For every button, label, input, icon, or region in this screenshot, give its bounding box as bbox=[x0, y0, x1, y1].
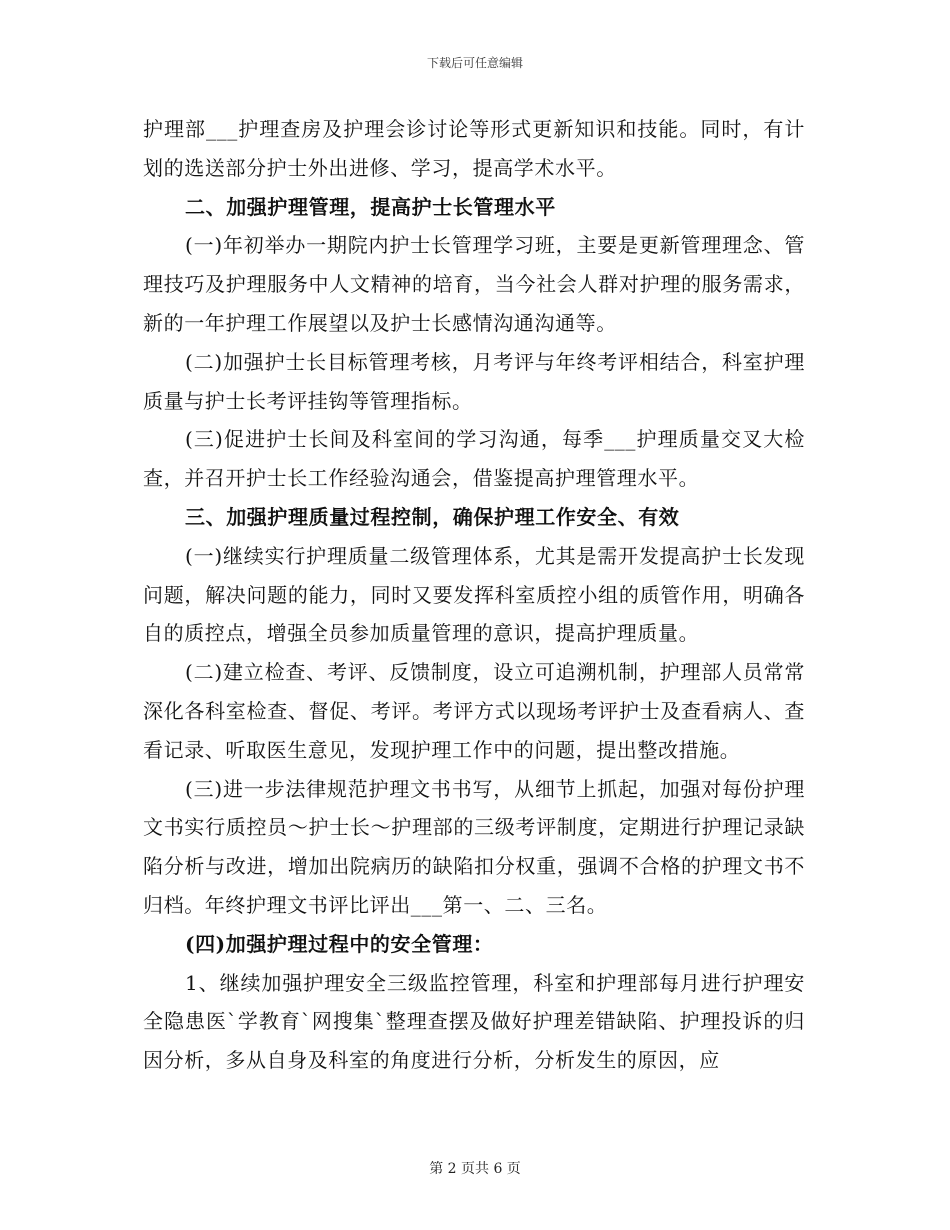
page-header: 下载后可任意编辑 bbox=[426, 56, 523, 70]
paragraph-3-4-1: 1、继续加强护理安全三级监控管理，科室和护理部每月进行护理安全隐患医`学教育`网搜集`整理查摆及做好护理差错缺陷、护理投诉的归因分析，多从自身及科室的角度进行分析，分析发生的原因，应 bbox=[143, 970, 805, 1073]
document-body bbox=[143, 110, 805, 1080]
paragraph-2-1: (一)年初举办一期院内护士长管理学习班，主要是更新管理理念、管理技巧及护理服务中人文精神的培育，当今社会人群对护理的服务需求，新的一年护理工作展望以及护士长感情沟通沟通等。 bbox=[143, 233, 805, 335]
paragraph-3-2: (二)建立检查、考评、反馈制度，设立可追溯机制，护理部人员常常深化各科室检查、督促、考评。考评方式以现场考评护士及查看病人、查看记录、听取医生意见，发现护理工作中的问题，提出整改措施。 bbox=[143, 660, 805, 762]
subsection-heading-3-4: (四)加强护理过程中的安全管理： bbox=[185, 931, 494, 956]
page-footer: 第 2 页共 6 页 bbox=[429, 1161, 521, 1177]
paragraph-2-2: (二)加强护士长目标管理考核，月考评与年终考评相结合，科室护理质量与护士长考评挂钩等管理指标。 bbox=[143, 349, 805, 413]
paragraph-continuation: 护理部___护理查房及护理会诊讨论等形式更新知识和技能。同时，有计划的选送部分护士外出进修、学习，提高学术水平。 bbox=[143, 117, 805, 180]
paragraph-3-1: (一)继续实行护理质量二级管理体系，尤其是需开发提高护士长发现问题，解决问题的能力，同时又要发挥科室质控小组的质管作用，明确各自的质控点，增强全员参加质量管理的意识，提高护理质量。 bbox=[143, 543, 805, 646]
section-heading-3: 三、加强护理质量过程控制，确保护理工作安全、有效 bbox=[185, 504, 680, 529]
paragraph-3-3: (三)进一步法律规范护理文书书写，从细节上抓起，加强对每份护理文书实行质控员～护士长～护理部的三级考评制度，定期进行护理记录缺陷分析与改进，增加出院病历的缺陷扣分权重，强调不合格的护理文书不归档。年终护理文书评比评出___第一、二、三名。 bbox=[143, 776, 805, 917]
paragraph-2-3: (三)促进护士长间及科室间的学习沟通，每季___护理质量交叉大检查，并召开护士长工作经验沟通会，借鉴提高护理管理水平。 bbox=[143, 427, 805, 491]
section-heading-2: 二、加强护理管理，提高护士长管理水平 bbox=[185, 194, 556, 219]
